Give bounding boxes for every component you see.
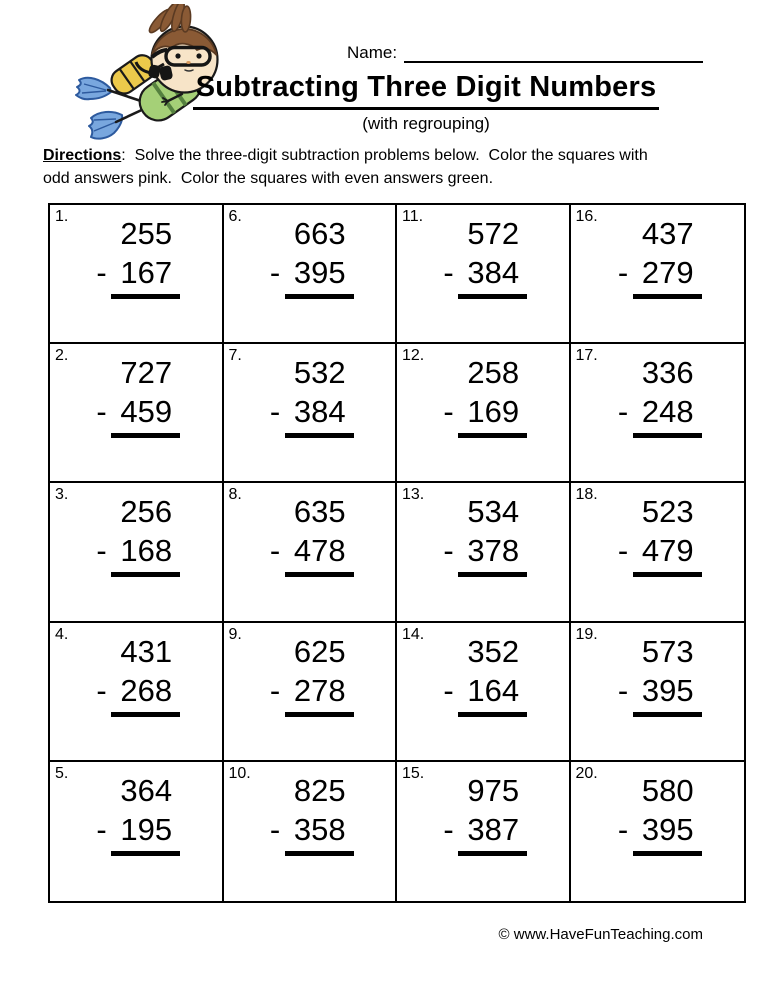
minuend: 431 [120,633,173,669]
subtrahend: 479 [641,533,694,569]
problem-cell [397,344,571,483]
problem-cell [50,344,224,483]
problem-cell [571,762,745,901]
answer-line [111,851,180,856]
problem-cell [397,762,571,901]
problem-cell [224,762,398,901]
subtraction-problem [618,214,697,299]
minus-sign: - [269,255,281,290]
problem-number: 12. [402,347,425,365]
subtrahend: 459 [120,394,173,430]
minuend: 364 [120,772,173,808]
subtraction-problem [618,632,697,717]
answer-line [111,572,180,577]
subtraction-problem [443,214,522,299]
subtrahend: 395 [293,255,346,290]
directions-label: Directions [43,147,122,164]
problem-number: 2. [55,347,69,365]
problem-cell [571,483,745,622]
minus-sign: - [96,533,107,569]
problem-number: 9. [228,625,242,643]
problem-cell [50,623,224,762]
subtrahend: 358 [293,811,346,847]
subtraction-problem [270,353,349,438]
subtrahend: 384 [293,394,346,430]
subtraction-problem [443,353,522,438]
answer-line [111,294,180,299]
directions-line-1 [43,144,648,167]
directions-line-2: odd answers pink. Color the squares with even answers green. [43,170,494,187]
problem-cell [397,205,571,344]
problem-number: 16. [575,208,598,225]
minus-sign: - [269,672,281,708]
answer-line [458,433,527,438]
subtrahend: 168 [120,533,173,569]
subtrahend: 248 [641,394,694,430]
subtraction-problem [96,632,175,717]
minuend: 727 [120,355,173,391]
subtraction-problem [270,214,349,299]
problem-number: 13. [402,486,425,504]
problem-number: 10. [228,764,251,782]
problem-number: 17. [575,347,598,365]
answer-line [285,851,354,856]
problem-cell [50,483,224,622]
name-row [347,42,703,63]
minuend: 572 [467,216,520,251]
answer-line [111,712,180,717]
subtrahend: 395 [641,672,694,708]
directions [43,144,648,190]
title-block [80,71,772,134]
problem-number: 15. [402,764,425,782]
problem-cell [571,205,745,344]
problem-number: 18. [575,486,598,504]
problem-cell [224,623,398,762]
subtraction-problem [96,353,175,438]
answer-line [458,851,527,856]
minuend: 437 [641,216,694,251]
answer-line [633,433,702,438]
answer-line [458,294,527,299]
minus-sign: - [269,533,281,569]
subtraction-problem [443,771,522,856]
minus-sign: - [617,394,629,430]
subtraction-problem [618,771,697,856]
answer-line [285,572,354,577]
minus-sign: - [443,672,454,708]
minuend: 532 [293,355,346,391]
minus-sign: - [617,255,629,290]
subtraction-problem [618,353,697,438]
problem-cell [224,205,398,344]
subtrahend: 378 [467,533,520,569]
minuend: 523 [641,494,694,530]
subtraction-problem [96,492,175,577]
subtraction-problem [270,632,349,717]
subtrahend: 279 [641,255,694,290]
answer-line [458,712,527,717]
problem-number: 8. [228,486,242,504]
answer-line [633,572,702,577]
directions-text-1: : Solve the three-digit subtraction problems below. Color the squares with [121,147,648,164]
minus-sign: - [617,672,629,708]
minuend: 975 [467,772,520,808]
copyright-footer: © www.HaveFunTeaching.com [498,926,703,943]
problem-number: 11. [402,208,424,225]
answer-line [111,433,180,438]
problem-number: 14. [402,625,425,643]
answer-line [633,294,702,299]
answer-line [633,712,702,717]
problem-number: 19. [575,625,598,643]
subtraction-problem [96,771,175,856]
subtraction-problem [443,632,522,717]
name-blank-line [404,42,703,63]
answer-line [458,572,527,577]
minus-sign: - [443,533,454,569]
subtraction-problem [443,492,522,577]
minuend: 255 [120,216,173,251]
minus-sign: - [443,811,454,847]
minuend: 635 [293,494,346,530]
minus-sign: - [96,394,107,430]
answer-line [633,851,702,856]
minus-sign: - [617,533,629,569]
minus-sign: - [617,811,629,847]
problem-number: 1. [55,208,69,225]
minuend: 256 [120,494,173,530]
minuend: 352 [467,633,520,669]
minuend: 580 [641,772,694,808]
minuend: 825 [293,772,346,808]
minuend: 573 [641,633,694,669]
minuend: 534 [467,494,520,530]
subtrahend: 195 [120,811,173,847]
page-title: Subtracting Three Digit Numbers [193,71,660,110]
name-label: Name: [347,43,398,62]
page-subtitle: (with regrouping) [362,114,490,133]
problem-number: 7. [228,347,242,365]
problem-number: 3. [55,486,69,504]
minus-sign: - [443,394,454,430]
subtrahend: 278 [293,672,346,708]
answer-line [285,712,354,717]
problem-cell [397,483,571,622]
minuend: 336 [641,355,694,391]
problem-number: 20. [575,764,598,782]
problem-cell [50,762,224,901]
minus-sign: - [96,672,107,708]
subtrahend: 167 [120,255,173,290]
answer-line [285,294,354,299]
minus-sign: - [269,394,281,430]
minus-sign: - [96,811,107,847]
minus-sign: - [269,811,281,847]
subtraction-problem [270,771,349,856]
subtrahend: 268 [120,672,173,708]
subtraction-problem [270,492,349,577]
subtrahend: 164 [467,672,520,708]
problem-cell [224,483,398,622]
problem-number: 4. [55,625,69,643]
minus-sign: - [443,255,454,290]
problem-cell [571,623,745,762]
minuend: 258 [467,355,520,391]
subtraction-problem [96,214,175,299]
minuend: 663 [293,216,346,251]
subtrahend: 384 [467,255,520,290]
problem-number: 6. [228,208,242,225]
minus-sign: - [96,255,107,290]
subtrahend: 478 [293,533,346,569]
problem-cell [50,205,224,344]
subtrahend: 387 [467,811,520,847]
problem-cell [571,344,745,483]
minuend: 625 [293,633,346,669]
problem-cell [397,623,571,762]
answer-line [285,433,354,438]
subtrahend: 395 [641,811,694,847]
problems-grid [48,203,746,903]
problem-cell [224,344,398,483]
subtrahend: 169 [467,394,520,430]
problem-number: 5. [55,764,69,782]
subtraction-problem [618,492,697,577]
